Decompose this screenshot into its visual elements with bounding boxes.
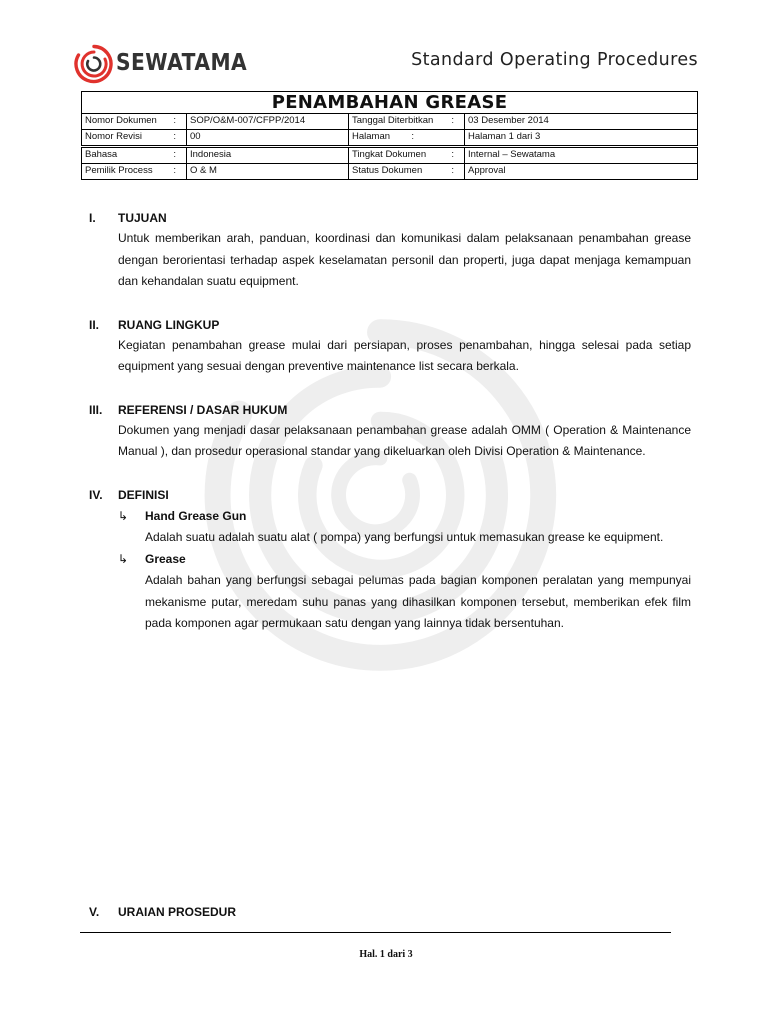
sewatama-logo-icon	[74, 44, 114, 84]
document-body	[89, 208, 691, 657]
section-number: I.	[89, 211, 96, 225]
table-row: Pemilik Process : O & M Status Dokumen : Approval	[82, 164, 698, 180]
section-text: Kegiatan penambahan grease mulai dari persiapan, proses penambahan, hingga selesai pada setiap equipment yang sesuai dengan preventive maintenance list secara berkala.	[118, 337, 691, 373]
document-info-table	[81, 91, 698, 180]
value-status-dokumen: Approval	[465, 164, 698, 180]
arrow-bullet-icon: ↳	[118, 508, 129, 523]
definition-term: Hand Grease Gun	[145, 508, 247, 523]
section-definisi	[89, 485, 691, 635]
label-halaman: Halaman	[352, 131, 391, 142]
definition-item	[118, 505, 691, 549]
definition-item	[118, 548, 691, 635]
section-number: III.	[89, 402, 103, 417]
table-row: Bahasa : Indonesia Tingkat Dokumen : Internal – Sewatama	[82, 147, 698, 164]
label-tingkat-dokumen: Tingkat Dokumen	[352, 149, 427, 160]
section-ruang-lingkup	[89, 315, 691, 378]
section-number: IV.	[89, 487, 103, 502]
definition-text: Adalah bahan yang berfungsi sebagai pelumas pada bagian komponen peralatan yang mempunyai mekanisme putar, meredam suhu panas yang dihasilkan komponen tersebut, memberikan efek film pada komponen agar permukaan satu dengan yang lainnya tidak bersentuhan.	[145, 573, 691, 630]
section-tujuan	[89, 208, 691, 293]
label-pemilik-process: Pemilik Process	[85, 165, 153, 176]
value-nomor-revisi: 00	[187, 130, 349, 147]
page-number: Hal. 1 dari 3	[359, 949, 413, 960]
value-tanggal-diterbitkan: 03 Desember 2014	[465, 114, 698, 130]
section-number: V.	[89, 905, 100, 919]
section-text: Dokumen yang menjadi dasar pelaksanaan penambahan grease adalah OMM ( Operation & Maintenance Manual ), dan prosedur operasional standar yang dikeluarkan oleh Divisi Operation & Maintenance.	[118, 422, 691, 458]
section-title: DEFINISI	[118, 487, 169, 502]
table-row: Nomor Dokumen : SOP/O&M-007/CFPP/2014 Tanggal Diterbitkan : 03 Desember 2014	[82, 114, 698, 130]
section-number: II.	[89, 317, 100, 332]
label-tanggal-diterbitkan: Tanggal Diterbitkan	[352, 115, 434, 126]
definition-term: Grease	[145, 552, 186, 566]
document-title: PENAMBAHAN GREASE	[82, 92, 698, 114]
table-row: Nomor Revisi : 00 Halaman : Halaman 1 dari 3	[82, 130, 698, 147]
footer-divider	[80, 932, 671, 933]
section-text: Untuk memberikan arah, panduan, koordinasi dan komunikasi dalam pelaksanaan penambahan grease dengan berorientasi terhadap aspek keselamatan personil dan properti, juga dapat menjaga kemampuan dan kehandalan suatu equipment.	[118, 231, 691, 288]
brand-name: SEWATAMA	[116, 50, 248, 76]
value-halaman: Halaman 1 dari 3	[465, 130, 698, 147]
section-uraian-prosedur	[89, 902, 236, 922]
value-pemilik-process: O & M	[187, 164, 349, 180]
arrow-bullet-icon: ↳	[118, 552, 129, 566]
value-bahasa: Indonesia	[187, 147, 349, 164]
section-referensi	[89, 400, 691, 463]
label-status-dokumen: Status Dokumen	[352, 165, 423, 176]
section-title: REFERENSI / DASAR HUKUM	[118, 402, 288, 417]
section-title: URAIAN PROSEDUR	[118, 905, 237, 919]
definition-text: Adalah suatu adalah suatu alat ( pompa) yang berfungsi untuk memasukan grease ke equipment.	[145, 529, 664, 544]
section-title: RUANG LINGKUP	[118, 317, 220, 332]
label-nomor-revisi: Nomor Revisi	[85, 131, 143, 142]
sop-title: Standard Operating Procedures	[411, 50, 698, 70]
page-header	[74, 44, 698, 84]
section-title: TUJUAN	[118, 211, 167, 225]
value-nomor-dokumen: SOP/O&M-007/CFPP/2014	[187, 114, 349, 130]
label-bahasa: Bahasa	[85, 149, 118, 160]
value-tingkat-dokumen: Internal – Sewatama	[465, 147, 698, 164]
label-nomor-dokumen: Nomor Dokumen	[85, 115, 157, 126]
